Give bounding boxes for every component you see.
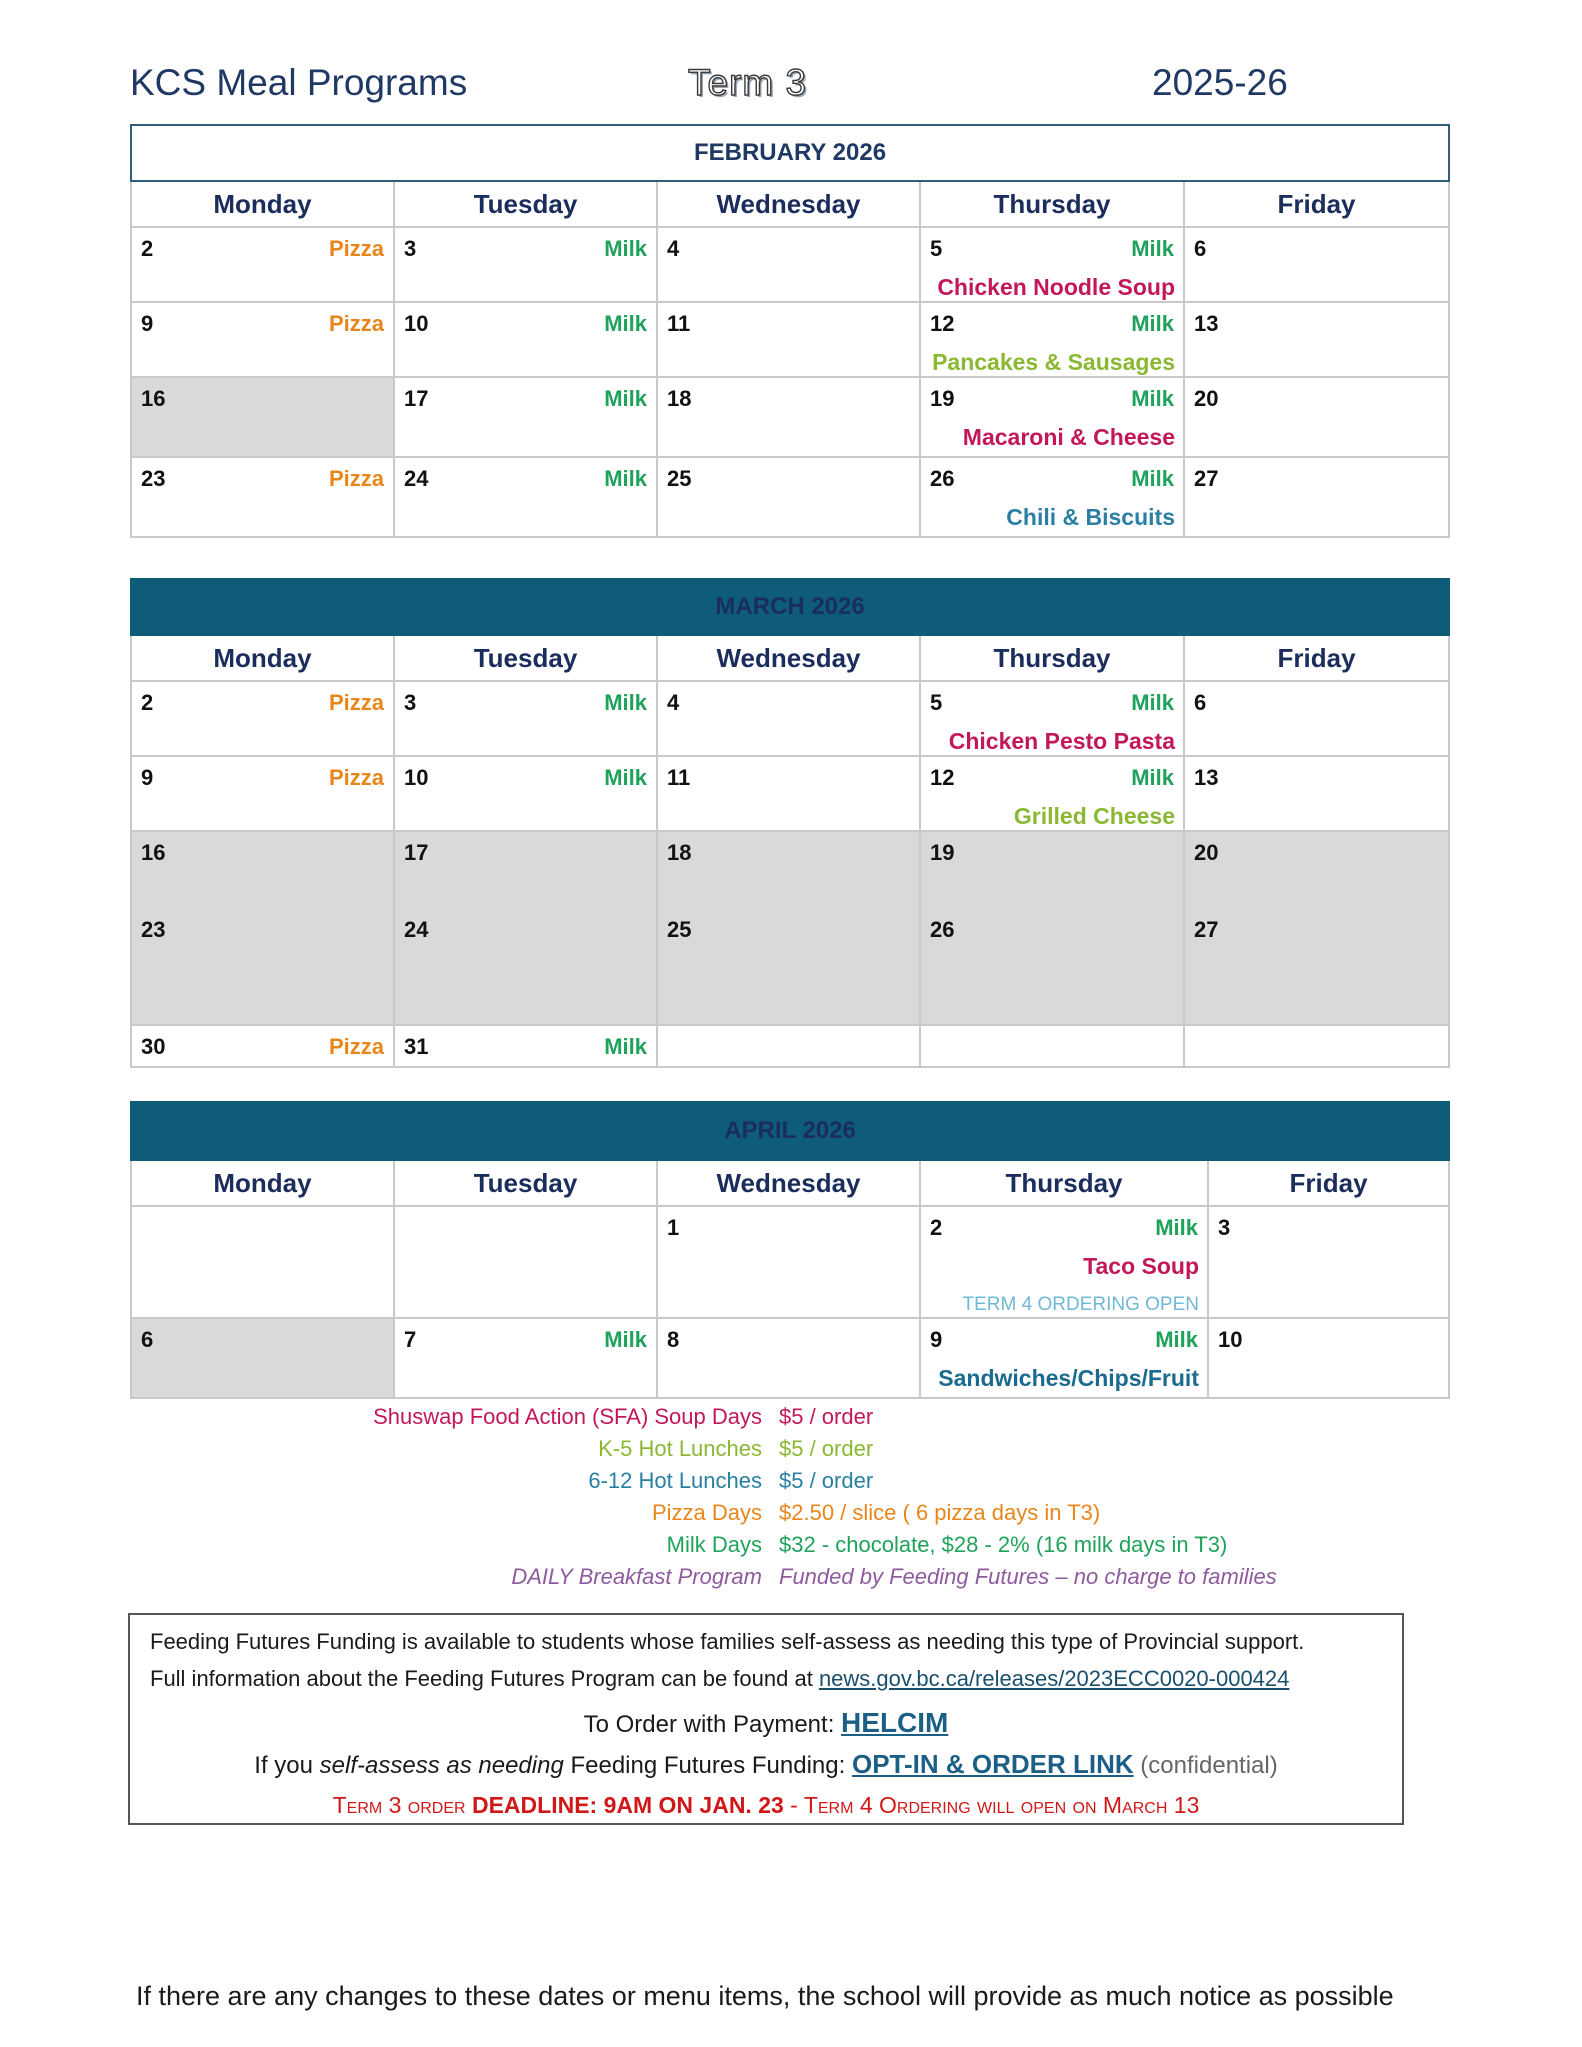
day-number: 17 [404,386,429,411]
day-number: 2 [930,1215,943,1240]
day-number: 9 [141,311,154,336]
day-number: 24 [404,466,429,491]
meal-item: Grilled Cheese [1013,803,1175,829]
header-term: Term 3 [688,62,808,103]
day-number: 6 [141,1327,154,1352]
day-cell [394,756,657,831]
month-title: MARCH 2026 [131,579,1449,635]
milk-tag: Milk [1131,311,1174,336]
week-row [131,1318,1449,1398]
day-cell [394,909,657,1025]
day-number: 3 [404,690,417,715]
day-cell [657,1025,920,1067]
legend-label: DAILY Breakfast Program [511,1564,762,1589]
day-cell [1208,1206,1449,1318]
day-number: 12 [930,765,955,790]
day-header: Monday [131,181,394,227]
day-number: 17 [404,840,429,865]
day-cell [131,377,394,457]
legend-row [0,1500,1582,1530]
day-cell [131,909,394,1025]
day-number: 25 [667,917,692,942]
info-line: Feeding Futures Funding is available to students whose families self-assess as needing this type of Provincial support. [150,1629,1305,1654]
legend-value: $5 / order [779,1404,874,1429]
week-row [131,909,1449,1025]
pizza-tag: Pizza [328,311,384,336]
day-cell [657,831,920,909]
week-row [131,377,1449,457]
march-calendar [130,578,1450,1068]
day-number: 27 [1194,917,1219,942]
deadline-a: Term 3 order [332,1792,472,1818]
week-row [131,457,1449,537]
day-number: 13 [1194,311,1219,336]
day-cell [394,302,657,377]
day-number: 26 [930,917,955,942]
milk-tag: Milk [1131,765,1174,790]
deadline-c: - Term 4 Ordering will open on March 13 [783,1792,1200,1818]
day-cell [1184,831,1449,909]
day-cell [657,1318,920,1398]
legend-row [0,1564,1582,1594]
info-text: Full information about the Feeding Futures Program can be found at [150,1666,819,1691]
day-number: 10 [404,311,429,336]
meal-item: Chicken Noodle Soup [937,274,1175,300]
day-header: Tuesday [394,635,657,681]
day-cell [1208,1318,1449,1398]
day-number: 9 [141,765,154,790]
day-cell [394,227,657,302]
day-number: 11 [667,765,691,790]
day-number: 7 [404,1327,417,1352]
day-cell [1184,377,1449,457]
day-number: 10 [404,765,429,790]
week-row [131,681,1449,756]
day-number: 26 [930,466,955,491]
day-number: 5 [930,690,943,715]
meal-item: Pancakes & Sausages [932,349,1175,375]
day-header: Thursday [920,635,1184,681]
day-cell [657,227,920,302]
day-cell [920,681,1184,756]
day-cell [920,302,1184,377]
day-cell [920,457,1184,537]
day-cell [131,756,394,831]
meal-item: Taco Soup [1083,1253,1199,1279]
legend-row [0,1436,1582,1466]
milk-tag: Milk [1131,690,1174,715]
pizza-tag: Pizza [328,236,384,261]
day-cell [131,302,394,377]
day-cell [394,681,657,756]
milk-tag: Milk [1131,466,1174,491]
day-number: 5 [930,236,943,261]
legend-label: Milk Days [666,1532,762,1557]
day-number: 18 [667,840,692,865]
week-row [131,1025,1449,1067]
header-year: 2025-26 [1152,62,1288,103]
optin-order-link[interactable]: OPT-IN & ORDER LINK [851,1749,1134,1779]
day-header: Thursday [920,181,1184,227]
milk-tag: Milk [604,311,647,336]
day-header: Friday [1184,181,1449,227]
day-cell [1184,457,1449,537]
day-number: 16 [141,386,166,411]
day-header: Friday [1208,1160,1449,1206]
day-header: Monday [131,1160,394,1206]
week-row [131,1206,1449,1318]
milk-tag: Milk [604,765,647,790]
day-number: 4 [667,690,680,715]
day-number: 25 [667,466,692,491]
legend-label: Shuswap Food Action (SFA) Soup Days [373,1404,762,1429]
day-number: 20 [1194,386,1219,411]
day-cell [920,909,1184,1025]
week-row [131,756,1449,831]
legend-value: $5 / order [779,1468,874,1493]
milk-tag: Milk [1131,236,1174,261]
day-number: 13 [1194,765,1219,790]
milk-tag: Milk [604,236,647,261]
milk-tag: Milk [604,1034,647,1059]
day-cell [394,831,657,909]
order-line [130,1707,1402,1739]
day-cell [131,227,394,302]
meal-item: Chili & Biscuits [1006,504,1175,530]
day-cell [920,1318,1208,1398]
pizza-tag: Pizza [328,690,384,715]
day-number: 12 [930,311,955,336]
month-title: FEBRUARY 2026 [131,125,1449,181]
day-cell [920,377,1184,457]
day-cell [920,1206,1208,1318]
meal-item: Chicken Pesto Pasta [948,728,1175,754]
day-number: 3 [1218,1215,1231,1240]
february-calendar [130,124,1450,538]
confidential-note: (confidential) [1133,1752,1278,1779]
day-cell [394,1318,657,1398]
day-number: 6 [1194,236,1207,261]
day-header: Wednesday [657,181,920,227]
pizza-tag: Pizza [328,1034,384,1059]
pizza-tag: Pizza [328,466,384,491]
day-number: 11 [667,311,691,336]
day-number: 31 [404,1034,429,1059]
day-number: 2 [141,236,154,261]
day-cell [1184,681,1449,756]
day-number: 6 [1194,690,1207,715]
day-number: 3 [404,236,417,261]
day-cell [131,1318,394,1398]
day-header: Wednesday [657,635,920,681]
day-cell [657,377,920,457]
day-cell [131,457,394,537]
footer-note: If there are any changes to these dates or menu items, the school will provide as much notice as possible [136,1981,1394,2011]
optin-italic: self-assess as needing [319,1752,564,1779]
day-number: 1 [667,1215,680,1240]
day-cell [1184,302,1449,377]
milk-tag: Milk [604,386,647,411]
day-cell [1184,1025,1449,1067]
day-header: Wednesday [657,1160,920,1206]
day-number: 18 [667,386,692,411]
day-number: 19 [930,840,955,865]
day-number: 23 [141,466,166,491]
day-header: Tuesday [394,1160,657,1206]
milk-tag: Milk [1155,1327,1198,1352]
day-number: 23 [141,917,166,942]
day-cell [131,681,394,756]
day-cell [657,302,920,377]
day-cell [657,756,920,831]
milk-tag: Milk [1155,1215,1198,1240]
milk-tag: Milk [604,1327,647,1352]
legend-row [0,1532,1582,1562]
optin-mid: Feeding Futures Funding: [563,1752,852,1779]
day-cell [394,1025,657,1067]
day-cell [1184,227,1449,302]
day-cell [394,377,657,457]
milk-tag: Milk [1131,386,1174,411]
day-number: 10 [1218,1327,1243,1352]
day-cell [657,909,920,1025]
ordering-note: TERM 4 ORDERING OPEN [962,1294,1199,1315]
week-row [131,302,1449,377]
legend-label: K-5 Hot Lunches [598,1436,762,1461]
day-header: Tuesday [394,181,657,227]
day-cell [131,1206,394,1318]
week-row [131,831,1449,909]
milk-tag: Milk [604,466,647,491]
legend-label: Pizza Days [651,1500,762,1525]
day-cell [1184,756,1449,831]
legend-row [0,1404,1582,1434]
deadline-b: DEADLINE: 9AM ON JAN. 23 [471,1792,784,1818]
day-number: 2 [141,690,154,715]
day-cell [920,227,1184,302]
meal-item: Sandwiches/Chips/Fruit [938,1365,1199,1391]
legend-row [0,1468,1582,1498]
optin-line [130,1749,1402,1780]
week-row [131,227,1449,302]
milk-tag: Milk [604,690,647,715]
order-prefix: To Order with Payment: [583,1711,842,1738]
day-number: 16 [141,840,166,865]
month-title: APRIL 2026 [131,1102,1449,1160]
header-title: KCS Meal Programs [130,62,468,103]
meal-item: Macaroni & Cheese [962,424,1175,450]
day-cell [920,756,1184,831]
day-number: 19 [930,386,955,411]
day-cell [657,1206,920,1318]
legend-value: $5 / order [779,1436,874,1461]
april-calendar [130,1101,1450,1399]
day-cell [131,1025,394,1067]
day-number: 9 [930,1327,943,1352]
day-cell [920,831,1184,909]
pizza-tag: Pizza [328,765,384,790]
day-cell [394,457,657,537]
optin-prefix: If you [254,1752,320,1779]
day-cell [1184,909,1449,1025]
day-number: 8 [667,1327,680,1352]
day-number: 30 [141,1034,166,1059]
deadline-line [130,1792,1402,1819]
day-cell [131,831,394,909]
helcim-link[interactable]: HELCIM [841,1707,949,1738]
day-number: 27 [1194,466,1219,491]
day-header: Thursday [920,1160,1208,1206]
legend-label: 6-12 Hot Lunches [588,1468,762,1493]
day-number: 4 [667,236,680,261]
day-number: 24 [404,917,429,942]
day-header: Monday [131,635,394,681]
legend-value: Funded by Feeding Futures – no charge to families [779,1564,1277,1589]
day-cell [394,1206,657,1318]
day-number: 20 [1194,840,1219,865]
feeding-futures-info [128,1613,1404,1825]
info-line [150,1666,1289,1692]
legend-value: $2.50 / slice ( 6 pizza days in T3) [779,1500,1101,1525]
feeding-futures-link[interactable]: news.gov.bc.ca/releases/2023ECC0020-000424 [818,1666,1290,1691]
legend-value: $32 - chocolate, $28 - 2% (16 milk days in T3) [779,1532,1228,1557]
day-cell [657,457,920,537]
day-header: Friday [1184,635,1449,681]
day-cell [920,1025,1184,1067]
day-cell [657,681,920,756]
